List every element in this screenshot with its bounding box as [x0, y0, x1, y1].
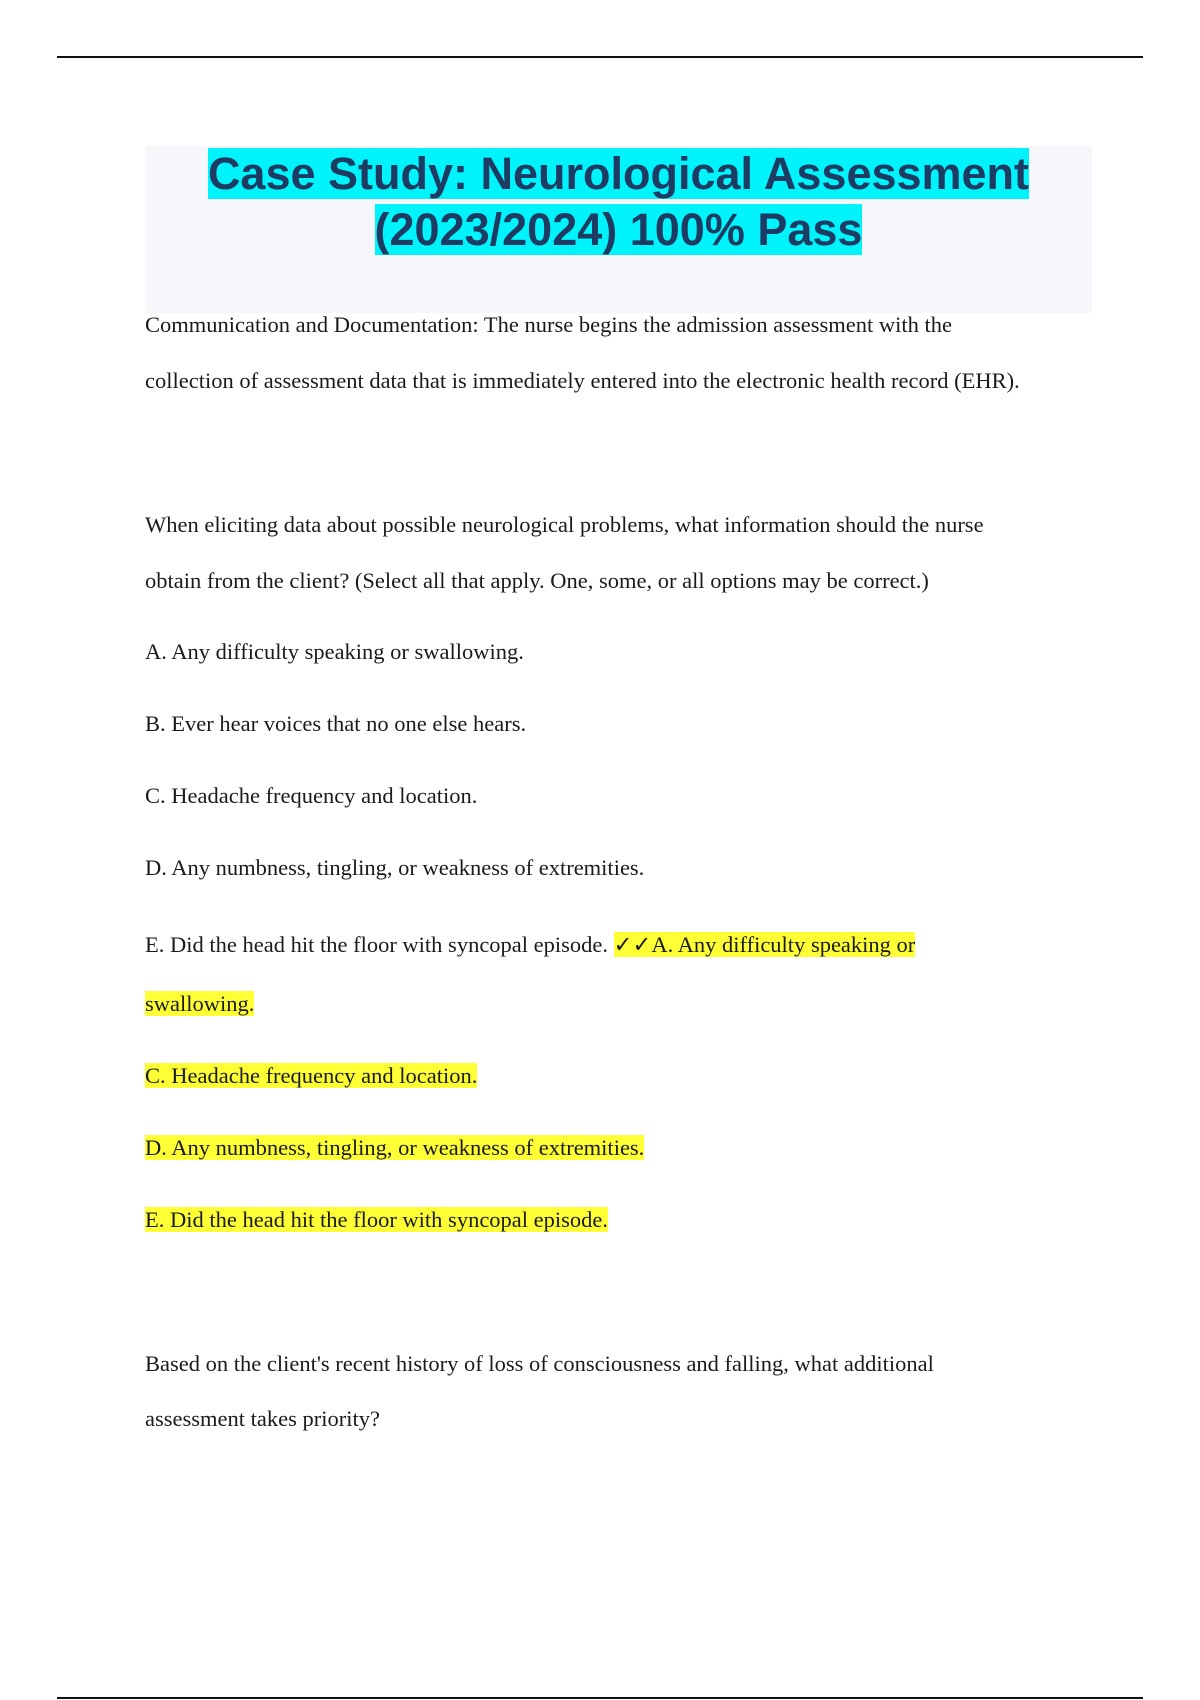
option-e-with-answer — [145, 930, 915, 960]
answer-a-line-2 — [145, 989, 254, 1019]
option-a: A. Any difficulty speaking or swallowing. — [145, 639, 524, 664]
option-c: C. Headache frequency and location. — [145, 783, 478, 808]
question-2-line-1: Based on the client's recent history of loss of consciousness and falling, what additional — [145, 1351, 934, 1376]
answer-d: D. Any numbness, tingling, or weakness of extremities. — [145, 1135, 645, 1160]
question-2-line-2: assessment takes priority? — [145, 1406, 380, 1431]
answer-e: E. Did the head hit the floor with syncopal episode. — [145, 1207, 609, 1232]
title-line-2: (2023/2024) 100% Pass — [374, 204, 863, 255]
answer-c: C. Headache frequency and location. — [145, 1063, 478, 1088]
option-e: E. Did the head hit the floor with syncopal episode. — [145, 932, 609, 957]
intro-line-2: collection of assessment data that is immediately entered into the electronic health record (EHR). — [145, 368, 1020, 393]
answer-a-part-1: ✓✓A. Any difficulty speaking or — [613, 932, 916, 957]
bottom-rule — [57, 1697, 1143, 1699]
top-rule — [57, 56, 1143, 58]
question-1-line-2: obtain from the client? (Select all that apply. One, some, or all options may be correct.) — [145, 568, 929, 593]
option-b: B. Ever hear voices that no one else hears. — [145, 711, 527, 736]
answer-c-line — [145, 1061, 477, 1091]
question-1-line-1: When eliciting data about possible neurological problems, what information should the nurse — [145, 512, 984, 537]
answer-a-part-2: swallowing. — [145, 991, 255, 1016]
answer-d-line — [145, 1133, 644, 1163]
option-d: D. Any numbness, tingling, or weakness of extremities. — [145, 855, 645, 880]
answer-e-line — [145, 1205, 608, 1235]
intro-line-1: Communication and Documentation: The nurse begins the admission assessment with the — [145, 312, 952, 337]
page-title — [145, 146, 1092, 258]
title-line-1: Case Study: Neurological Assessment — [207, 148, 1030, 199]
